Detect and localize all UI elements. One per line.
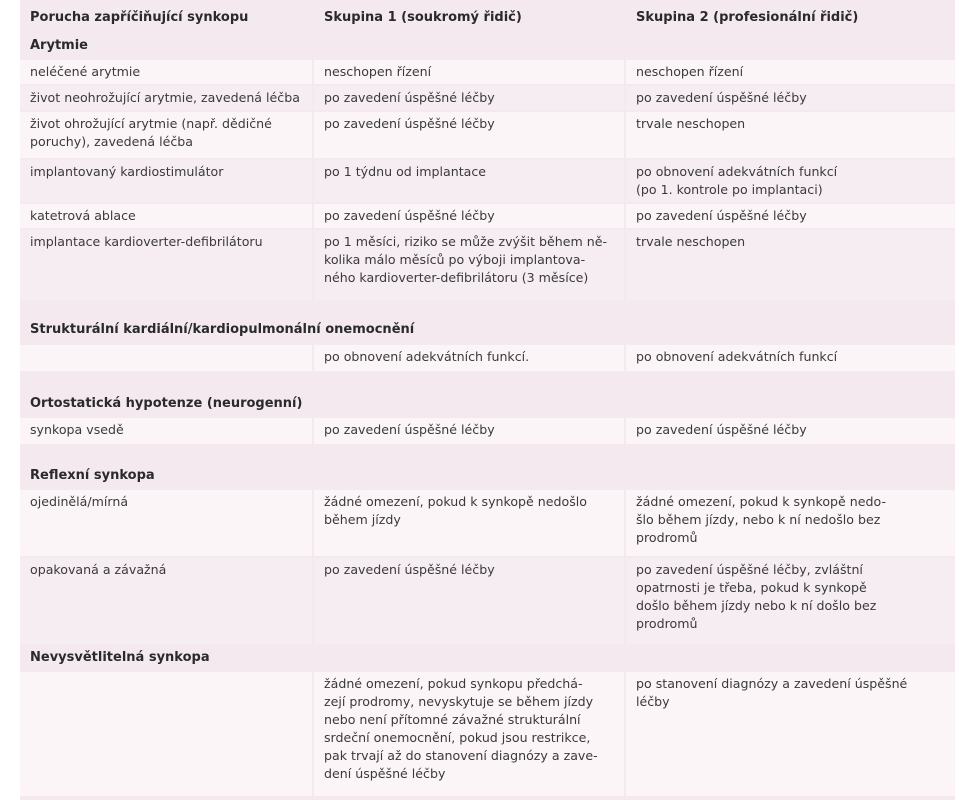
disorder-cell: synkopa vsedě <box>20 418 312 444</box>
disorder-cell: katetrová ablace <box>20 204 312 228</box>
table-row <box>20 558 955 644</box>
table-row <box>20 490 955 556</box>
table-row <box>20 86 955 110</box>
table-row <box>20 418 955 444</box>
group-2-cell: trvale neschopen <box>624 230 955 300</box>
table-row <box>20 230 955 300</box>
header-row <box>20 0 955 30</box>
disorder-cell: život ohrožující arytmie (např. dědičné poruchy), zavedená léčba <box>20 112 312 158</box>
group-2-cell: po stanovení diagnózy a zavedení úspěšné léčby <box>624 672 955 796</box>
group-1-cell: žádné omezení, pokud k synkopě nedošlo během jízdy <box>312 490 624 556</box>
group-1-cell: neschopen řízení <box>312 60 624 84</box>
group-1-cell: po zavedení úspěšné léčby <box>312 204 624 228</box>
disorder-cell: implantace kardioverter-defibrilátoru <box>20 230 312 300</box>
group-2-cell: po zavedení úspěšné léčby, zvláštní opatrnosti je třeba, pokud k synkopě došlo během jízdy nebo k ní došlo bez prodromů <box>624 558 955 644</box>
group-1-cell: žádné omezení, pokud synkopu předchá- zejí prodromy, nevyskytuje se během jízdy nebo není přítomné závažné strukturální srdeční onemocnění, pokud jsou restrikce, pak trvají až do stanovení diagnózy a zave- dení úspěšné léčby <box>312 672 624 796</box>
header-disorder: Porucha zapříčiňující synkopu <box>30 10 249 25</box>
group-2-cell: žádné omezení, pokud k synkopě nedo- šlo během jízdy, nebo k ní nedošlo bez prodromů <box>624 490 955 556</box>
disorder-cell: opakovaná a závažná <box>20 558 312 644</box>
group-1-cell: po zavedení úspěšné léčby <box>312 558 624 644</box>
section-title: Strukturální kardiální/kardiopulmonální onemocnění <box>30 322 415 337</box>
table-row <box>20 204 955 228</box>
table-row <box>20 60 955 84</box>
section-title: Ortostatická hypotenze (neurogenní) <box>30 396 303 411</box>
disorder-cell: ojedinělá/mírná <box>20 490 312 556</box>
group-2-cell: po obnovení adekvátních funkcí (po 1. kontrole po implantaci) <box>624 160 955 202</box>
group-2-cell: po zavedení úspěšné léčby <box>624 204 955 228</box>
group-1-cell: po obnovení adekvátních funkcí. <box>312 345 624 371</box>
section-title: Nevysvětlitelná synkopa <box>30 650 210 665</box>
disorder-cell: implantovaný kardiostimulátor <box>20 160 312 202</box>
disorder-cell <box>20 672 312 796</box>
guideline-table <box>20 0 955 800</box>
disorder-cell: život neohrožující arytmie, zavedená léčba <box>20 86 312 110</box>
table-row <box>20 112 955 158</box>
group-1-cell: po 1 měsíci, riziko se může zvýšit během ně- kolika málo měsíců po výboji implantova- ného kardioverter-defibrilátoru (3 měsíce) <box>312 230 624 300</box>
section-title: Reflexní synkopa <box>30 468 155 483</box>
group-2-cell: po zavedení úspěšné léčby <box>624 418 955 444</box>
group-1-cell: po zavedení úspěšné léčby <box>312 112 624 158</box>
group-1-cell: po zavedení úspěšné léčby <box>312 86 624 110</box>
disorder-cell <box>20 345 312 371</box>
group-1-cell: po zavedení úspěšné léčby <box>312 418 624 444</box>
group-2-cell: neschopen řízení <box>624 60 955 84</box>
group-2-cell: po zavedení úspěšné léčby <box>624 86 955 110</box>
group-1-cell: po 1 týdnu od implantace <box>312 160 624 202</box>
table-row <box>20 160 955 202</box>
table-row <box>20 672 955 796</box>
group-2-cell: trvale neschopen <box>624 112 955 158</box>
header-group-2: Skupina 2 (profesionální řidič) <box>624 0 955 30</box>
group-2-cell: po obnovení adekvátních funkcí <box>624 345 955 371</box>
table-row <box>20 345 955 371</box>
section-title: Arytmie <box>30 38 88 53</box>
header-group-1: Skupina 1 (soukromý řidič) <box>312 0 624 30</box>
disorder-cell: neléčené arytmie <box>20 60 312 84</box>
